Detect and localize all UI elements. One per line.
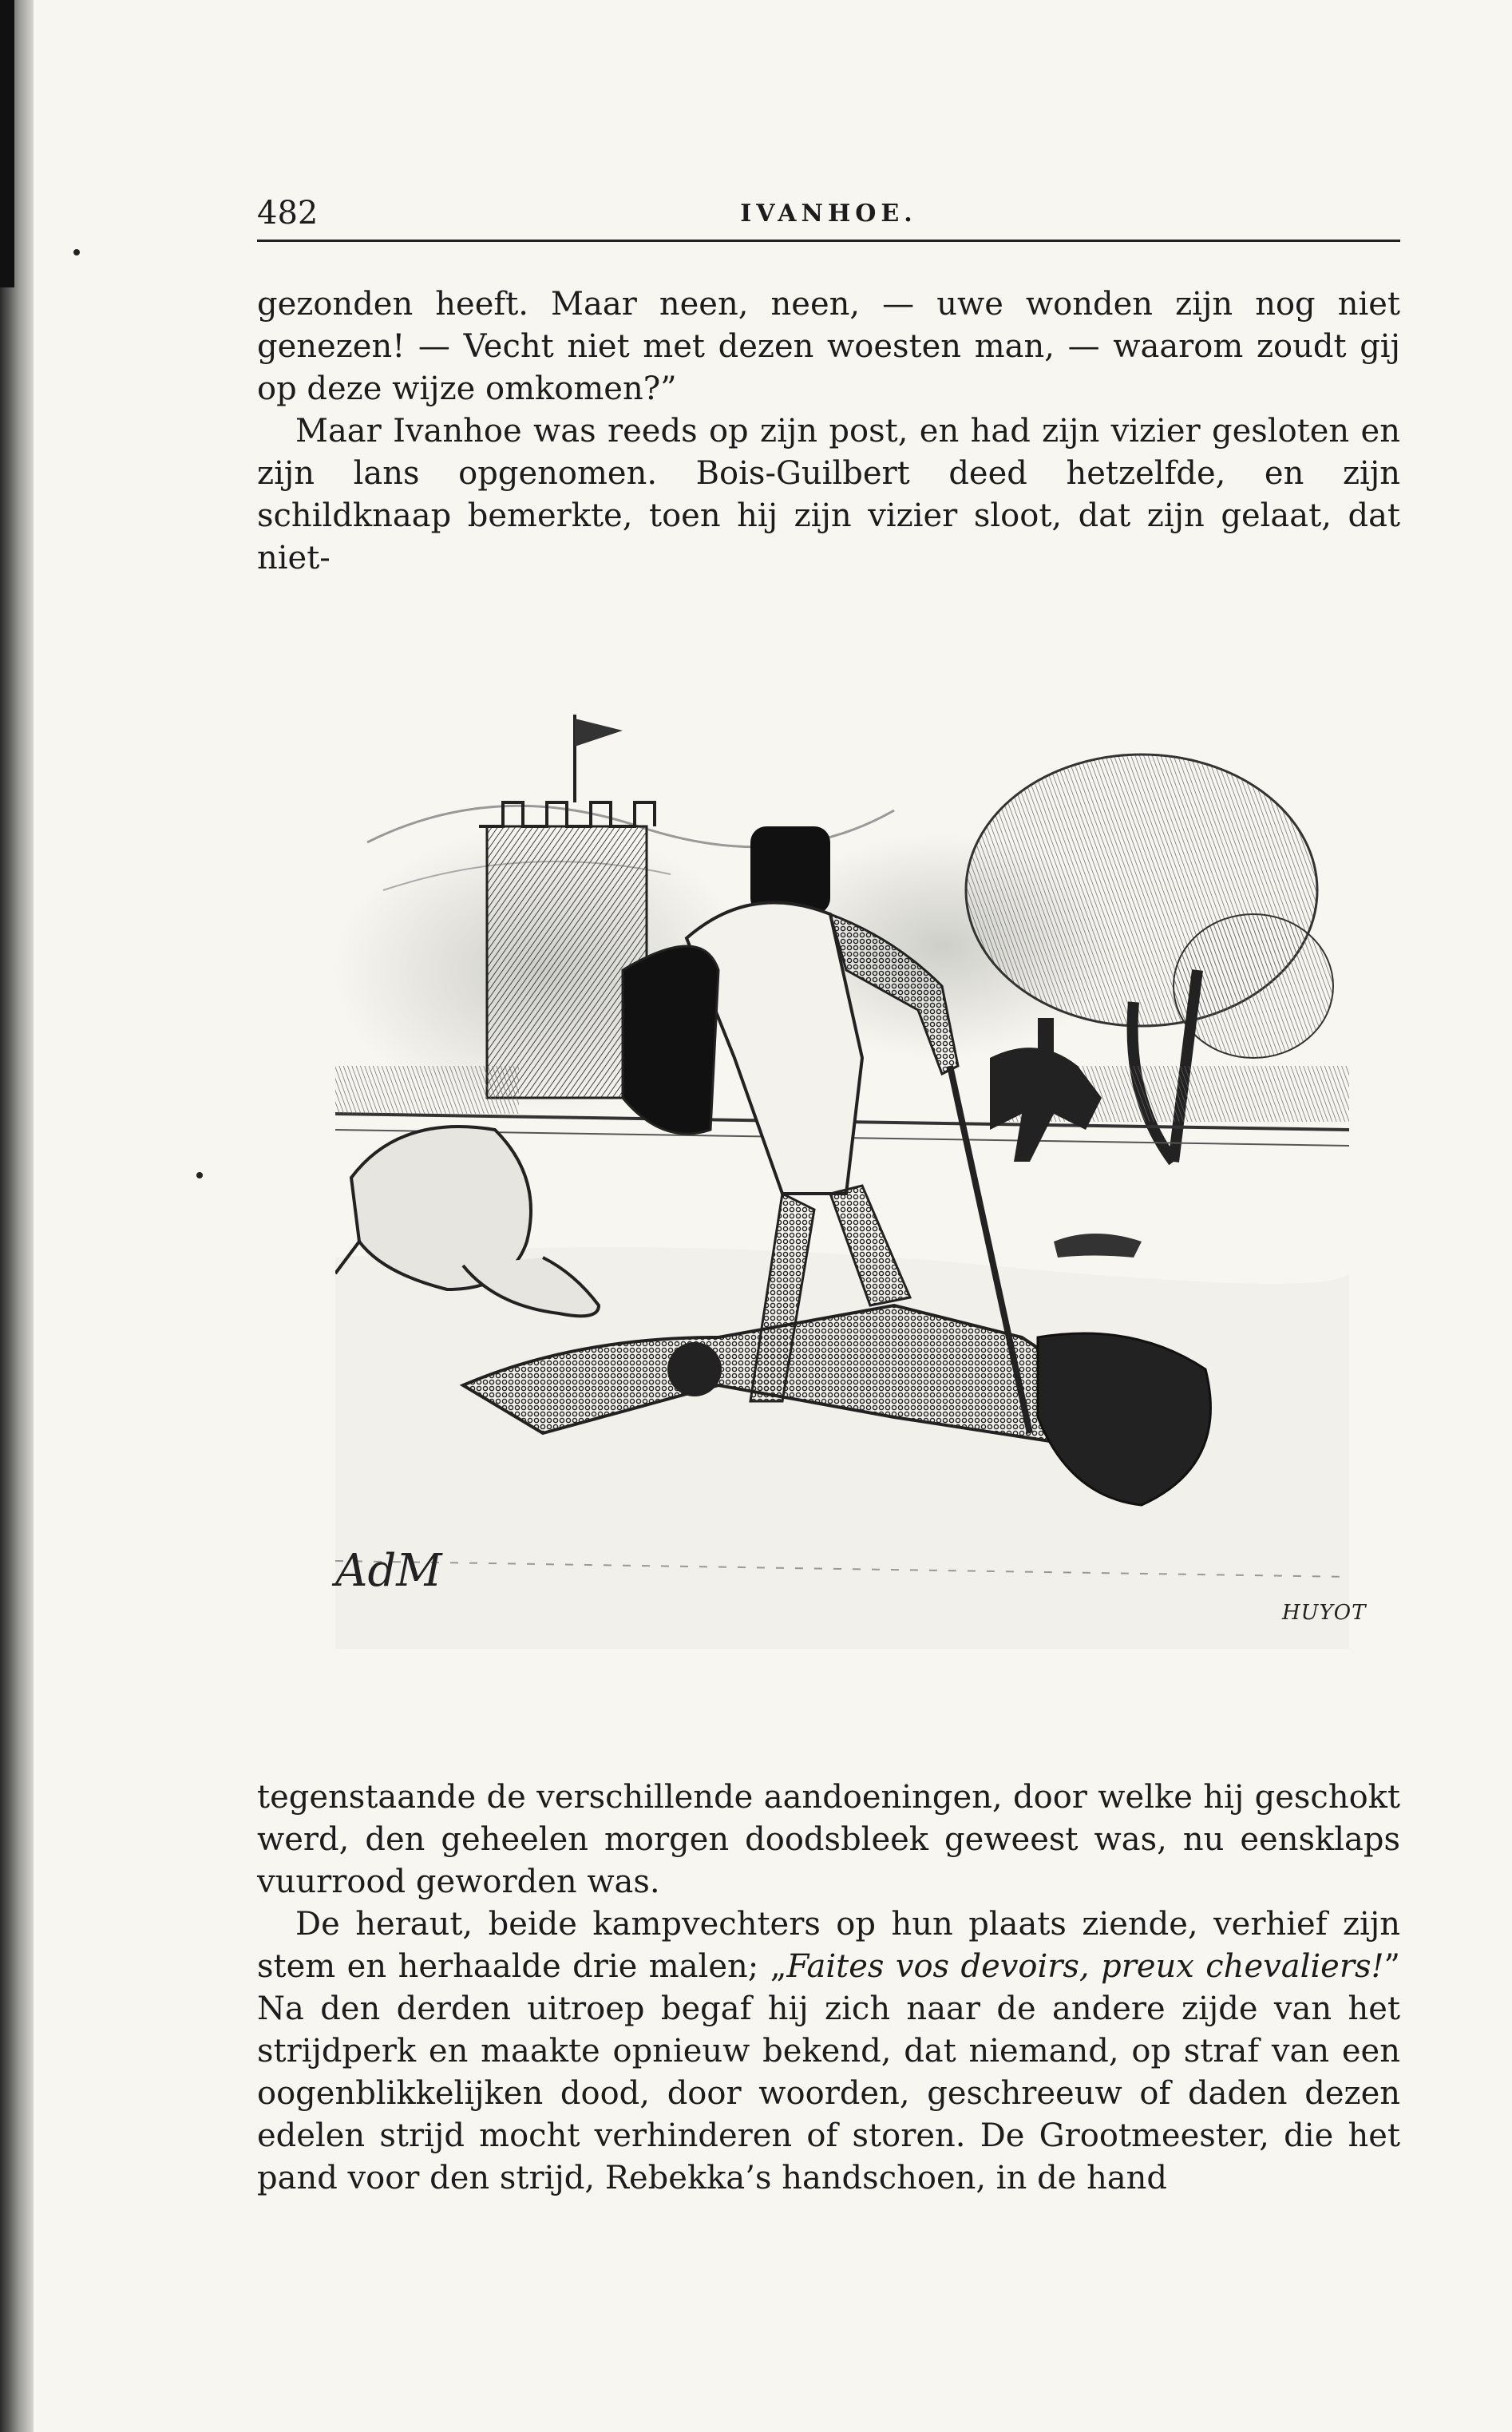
text-block-top <box>257 283 1400 580</box>
paragraph-text: ” Na den derden uitroep begaf hij zich naar de andere zijde van het strijdperk en maakte opnieuw bekend, dat niemand, op straf van een oogenblikkelijken dood, door woorden, geschreeuw of daden dezen edelen strijd mocht verhinderen of storen. De Grootmeester, die het pand voor den strijd, Rebekka’s handschoen, in de hand <box>257 1948 1400 2196</box>
text-block-bottom <box>257 1776 1400 2200</box>
herald-quote: Faites vos devoirs, preux chevaliers! <box>786 1948 1384 1985</box>
binding-dark-strip <box>0 0 14 287</box>
knight-combat-engraving <box>335 683 1349 1649</box>
artist-monogram: AdM <box>335 1545 442 1597</box>
paragraph-text: De heraut, beide kampvechters op hun plaats ziende, verhief zijn stem en herhaalde drie malen; „ <box>257 1906 1400 1985</box>
engraver-signature: HUYOT <box>1282 1601 1367 1625</box>
page-header <box>257 192 1400 242</box>
paragraph: Maar Ivanhoe was reeds op zijn post, en had zijn vizier gesloten en zijn lans opgenomen. Bois-Guilbert deed hetzelfde, en zijn schildknaap bemerkte, toen hij zijn vizier sloot, dat zijn gelaat, dat niet- <box>257 413 1400 576</box>
paragraph: tegenstaande de verschillende aandoeningen, door welke hij geschokt werd, den geheelen morgen doodsbleek geweest was, nu eensklaps vuurrood geworden was. <box>257 1779 1400 1900</box>
page-number: 482 <box>257 195 319 232</box>
paragraph <box>257 1903 1400 2200</box>
page-binding-shadow <box>0 0 34 2432</box>
paragraph: gezonden heeft. Maar neen, neen, — uwe wonden zijn nog niet genezen! — Vecht niet met dezen woesten man, — waarom zoudt gij op deze wijze omkomen?” <box>257 286 1400 407</box>
running-title: IVANHOE. <box>740 200 917 228</box>
engraving-illustration <box>335 683 1349 1649</box>
glove <box>1054 1234 1142 1258</box>
speck <box>196 1172 203 1178</box>
speck <box>73 249 80 255</box>
